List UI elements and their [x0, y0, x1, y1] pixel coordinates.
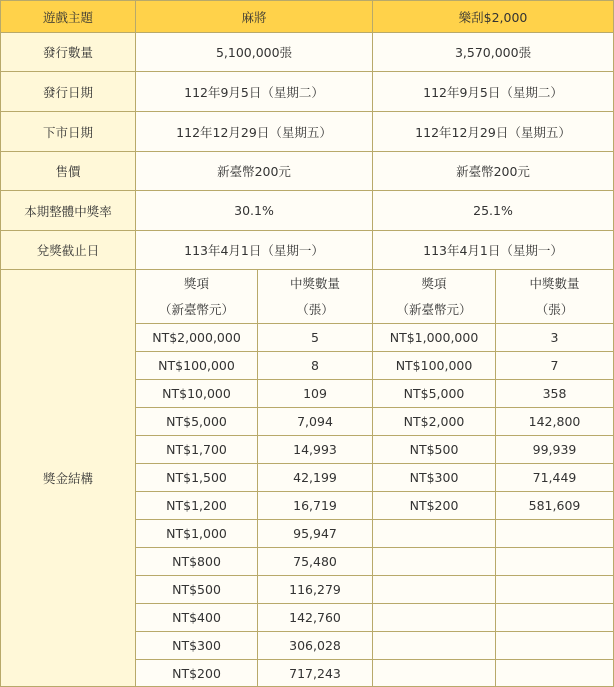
game2-winner-count: [496, 576, 614, 604]
game2-issue-date: 112年9月5日（星期二）: [373, 72, 614, 112]
game2-prize-column-unit: （新臺幣元）: [396, 301, 472, 317]
row-label-prize-structure: 獎金結構: [1, 270, 136, 687]
game2-prize-column-header: [373, 270, 496, 324]
game1-count-column-title: 中獎數量: [290, 275, 341, 291]
game1-winner-count: 306,028: [258, 632, 373, 660]
row-label-issue-date: 發行日期: [1, 72, 136, 112]
game2-prize-amount: [373, 604, 496, 632]
game1-winner-count: 75,480: [258, 548, 373, 576]
game2-prize-amount: [373, 520, 496, 548]
game1-issue-date: 112年9月5日（星期二）: [136, 72, 373, 112]
game2-prize-amount: NT$5,000: [373, 380, 496, 408]
game1-prize-column-title: 獎項: [183, 275, 209, 291]
game2-winner-count: [496, 660, 614, 687]
game2-winner-count: 99,939: [496, 436, 614, 464]
game2-price: 新臺幣200元: [373, 152, 614, 191]
game1-winner-count: 7,094: [258, 408, 373, 436]
game2-end-date: 112年12月29日（星期五）: [373, 112, 614, 152]
game1-prize-amount: NT$10,000: [136, 380, 258, 408]
game2-winner-count: 142,800: [496, 408, 614, 436]
game1-prize-amount: NT$1,200: [136, 492, 258, 520]
game2-winner-count: [496, 520, 614, 548]
game2-winner-count: 3: [496, 324, 614, 352]
game1-winner-count: 142,760: [258, 604, 373, 632]
game1-prize-amount: NT$800: [136, 548, 258, 576]
header-game1-name: 麻將: [136, 1, 373, 33]
game1-winner-count: 717,243: [258, 660, 373, 687]
game1-count-column-unit: （張）: [296, 301, 334, 317]
row-label-issue-quantity: 發行數量: [1, 33, 136, 72]
game2-win-rate: 25.1%: [373, 191, 614, 231]
game2-count-column-unit: （張）: [535, 301, 574, 317]
game1-winner-count: 5: [258, 324, 373, 352]
row-label-end-date: 下市日期: [1, 112, 136, 152]
game1-count-column-header: [258, 270, 373, 324]
game2-prize-column-title: 獎項: [421, 275, 447, 291]
game2-prize-amount: [373, 660, 496, 687]
game1-prize-amount: NT$200: [136, 660, 258, 687]
game2-prize-amount: NT$2,000: [373, 408, 496, 436]
game2-winner-count: [496, 632, 614, 660]
game1-win-rate: 30.1%: [136, 191, 373, 231]
game2-prize-amount: NT$200: [373, 492, 496, 520]
game1-winner-count: 14,993: [258, 436, 373, 464]
game1-prize-amount: NT$400: [136, 604, 258, 632]
game2-prize-amount: NT$100,000: [373, 352, 496, 380]
header-label: 遊戲主題: [1, 1, 136, 33]
game2-winner-count: 358: [496, 380, 614, 408]
game2-winner-count: [496, 548, 614, 576]
game2-count-column-header: [496, 270, 614, 324]
game1-prize-amount: NT$1,000: [136, 520, 258, 548]
row-label-redeem-deadline: 兌獎截止日: [1, 231, 136, 270]
game1-prize-amount: NT$300: [136, 632, 258, 660]
game1-end-date: 112年12月29日（星期五）: [136, 112, 373, 152]
game1-winner-count: 42,199: [258, 464, 373, 492]
game2-issue-quantity: 3,570,000張: [373, 33, 614, 72]
game2-winner-count: 7: [496, 352, 614, 380]
game1-prize-amount: NT$100,000: [136, 352, 258, 380]
row-label-price: 售價: [1, 152, 136, 191]
row-label-win-rate: 本期整體中獎率: [1, 191, 136, 231]
game2-prize-amount: NT$300: [373, 464, 496, 492]
game1-prize-amount: NT$2,000,000: [136, 324, 258, 352]
game2-prize-amount: [373, 548, 496, 576]
game1-winner-count: 95,947: [258, 520, 373, 548]
header-game2-name: 樂刮$2,000: [373, 1, 614, 33]
game1-prize-amount: NT$500: [136, 576, 258, 604]
game2-prize-amount: NT$500: [373, 436, 496, 464]
game2-count-column-title: 中獎數量: [529, 275, 580, 291]
game1-prize-column-header: [136, 270, 258, 324]
game1-winner-count: 116,279: [258, 576, 373, 604]
game1-prize-column-unit: （新臺幣元）: [158, 301, 234, 317]
game1-winner-count: 8: [258, 352, 373, 380]
game1-redeem-deadline: 113年4月1日（星期一）: [136, 231, 373, 270]
game1-prize-amount: NT$5,000: [136, 408, 258, 436]
game2-winner-count: [496, 604, 614, 632]
game1-winner-count: 109: [258, 380, 373, 408]
game2-prize-amount: [373, 632, 496, 660]
game1-issue-quantity: 5,100,000張: [136, 33, 373, 72]
game2-winner-count: 71,449: [496, 464, 614, 492]
game2-prize-amount: NT$1,000,000: [373, 324, 496, 352]
game2-redeem-deadline: 113年4月1日（星期一）: [373, 231, 614, 270]
game1-prize-amount: NT$1,700: [136, 436, 258, 464]
game1-price: 新臺幣200元: [136, 152, 373, 191]
game2-winner-count: 581,609: [496, 492, 614, 520]
game1-prize-amount: NT$1,500: [136, 464, 258, 492]
game2-prize-amount: [373, 576, 496, 604]
game1-winner-count: 16,719: [258, 492, 373, 520]
